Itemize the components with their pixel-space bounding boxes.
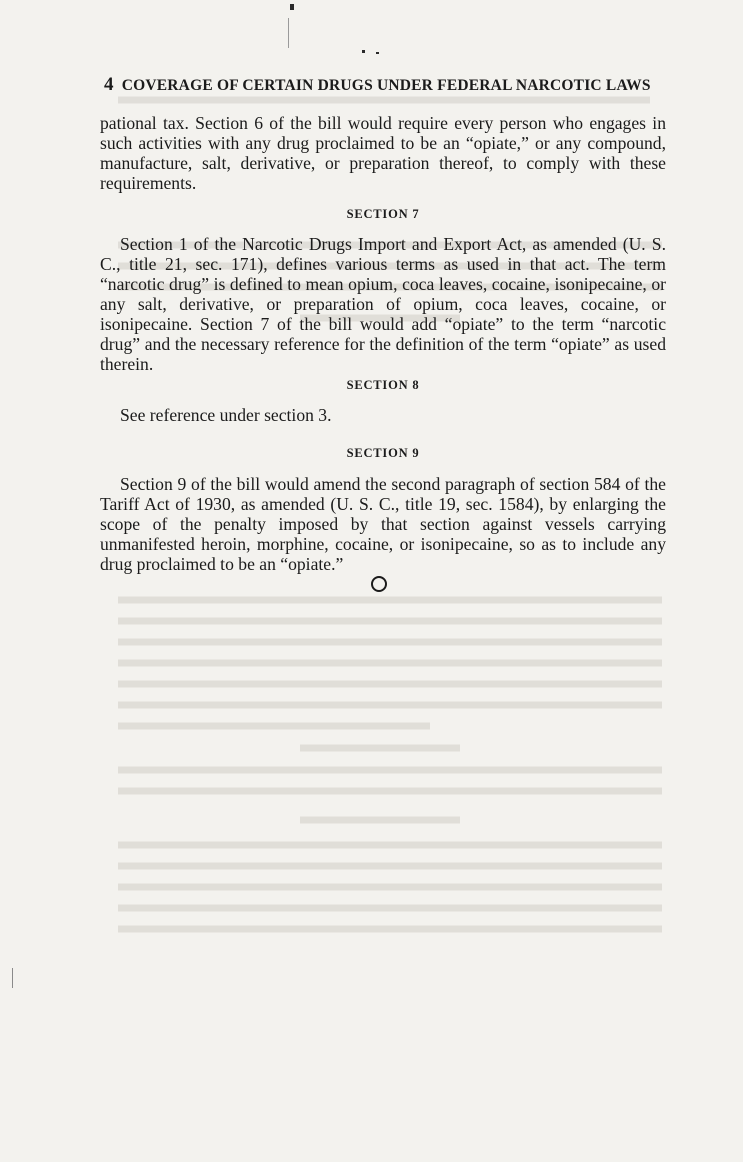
header-title: COVERAGE OF CERTAIN DRUGS UNDER FEDERAL NARCOTIC LAWS: [121, 77, 651, 94]
scan-speck: [12, 968, 13, 988]
section-9-heading: SECTION 9: [346, 446, 420, 460]
page-number: 4: [104, 74, 114, 95]
continuation-paragraph: pational tax. Section 6 of the bill would require every person who engages in such activities with any drug proclaimed to be an “opiate,” or any compound, manufacture, salt, derivative, or preparation thereof, to comply with these requirements.: [100, 113, 666, 193]
scan-speck: [362, 50, 365, 53]
section-9-paragraph: Section 9 of the bill would amend the second paragraph of section 584 of the Tariff Act of 1930, as amended (U. S. C., title 19, sec. 1584), by enlarging the scope of the penalty imposed by that section against vessels carrying unmanifested heroin, morphine, cocaine, or isonipecaine, so as to include any drug proclaimed to be an “opiate.”: [100, 474, 666, 574]
running-header: [104, 74, 664, 96]
scan-speck: [288, 18, 289, 48]
end-ornament-circle: [371, 576, 387, 592]
section-8-heading: SECTION 8: [346, 378, 420, 392]
section-7-heading: SECTION 7: [346, 207, 420, 221]
scan-speck: [290, 4, 294, 10]
section-7-paragraph: Section 1 of the Narcotic Drugs Import and Export Act, as amended (U. S. C., title 21, sec. 171), defines various terms as used in that act. The term “narcotic drug” is defined to mean opium, coca leaves, cocaine, isonipecaine, or any salt, derivative, or preparation of opium, coca leaves, cocaine, or isonipecaine. Section 7 of the bill would add “opiate” to the term “narcotic drug” and the necessary reference for the definition of the term “opiate” as used therein.: [100, 234, 666, 374]
section-8-paragraph: See reference under section 3.: [120, 405, 332, 425]
scan-speck: [376, 52, 379, 54]
